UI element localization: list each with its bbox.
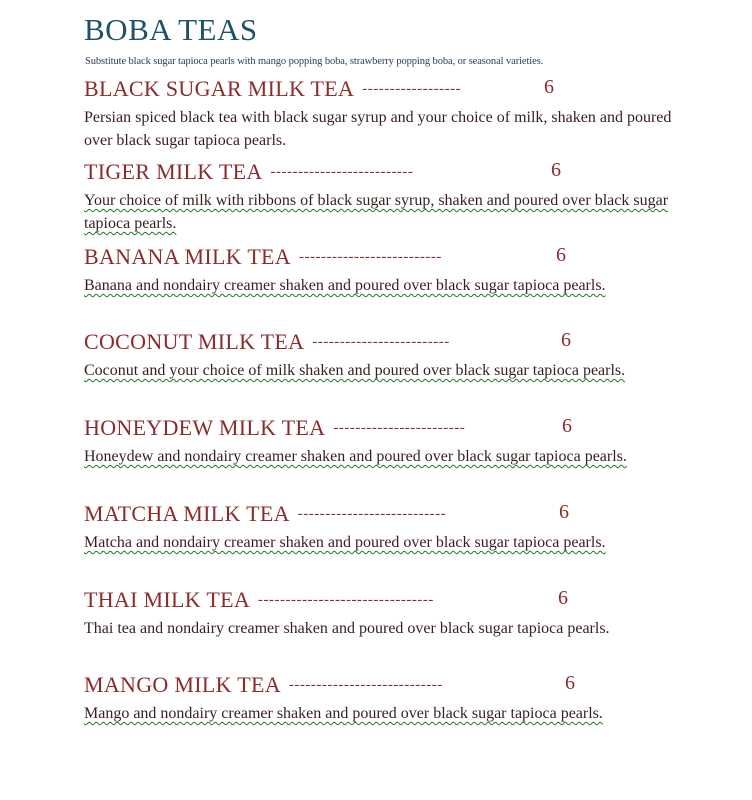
- item-description: Thai tea and nondairy creamer shaken and poured over black sugar tapioca pearls.: [84, 620, 610, 637]
- item-header: [84, 244, 684, 274]
- item-leader: ----------------------------: [288, 677, 443, 693]
- item-price: 6: [562, 415, 572, 437]
- item-description: Persian spiced black tea with black sugar syrup and your choice of milk, shaken and poured over black sugar tapioca pearls.: [84, 109, 672, 149]
- item-description: Honeydew and nondairy creamer shaken and poured over black sugar tapioca pearls.: [84, 448, 627, 465]
- item-description: Coconut and your choice of milk shaken and poured over black sugar tapioca pearls.: [84, 362, 626, 379]
- item-leader: --------------------------: [270, 164, 414, 180]
- item-price: 6: [559, 501, 569, 523]
- item-name: TIGER MILK TEA: [84, 159, 263, 184]
- menu-item-coconut-milk-tea: [84, 329, 684, 382]
- item-name: COCONUT MILK TEA: [84, 329, 305, 354]
- item-description: Mango and nondairy creamer shaken and poured over black sugar tapioca pearls.: [84, 705, 603, 722]
- item-header: [84, 329, 684, 359]
- menu-item-banana-milk-tea: [84, 244, 684, 297]
- menu-title: BOBA TEAS: [84, 12, 258, 47]
- item-header: [84, 159, 684, 189]
- item-name: MATCHA MILK TEA: [84, 501, 290, 526]
- item-header: [84, 672, 684, 702]
- item-price: 6: [558, 587, 568, 609]
- item-price: 6: [561, 329, 571, 351]
- menu-subtitle: Substitute black sugar tapioca pearls with mango popping boba, strawberry popping boba, or seasonal varieties.: [85, 56, 544, 67]
- menu-item-honeydew-milk-tea: [84, 415, 684, 468]
- item-header: [84, 501, 684, 531]
- menu-item-tiger-milk-tea: [84, 159, 684, 235]
- item-leader: --------------------------: [298, 249, 442, 265]
- item-leader: --------------------------------: [258, 592, 434, 608]
- item-price: 6: [556, 244, 566, 266]
- item-name: THAI MILK TEA: [84, 587, 251, 612]
- item-leader: -------------------------: [312, 334, 450, 350]
- item-name: BANANA MILK TEA: [84, 244, 291, 269]
- item-name: BLACK SUGAR MILK TEA: [84, 76, 355, 101]
- item-price: 6: [544, 76, 554, 98]
- item-description: Matcha and nondairy creamer shaken and poured over black sugar tapioca pearls.: [84, 534, 606, 551]
- item-leader: ---------------------------: [297, 506, 447, 522]
- item-name: HONEYDEW MILK TEA: [84, 415, 326, 440]
- menu-item-black-sugar-milk-tea: [84, 76, 684, 152]
- item-price: 6: [565, 672, 575, 694]
- item-header: [84, 587, 684, 617]
- item-header: [84, 76, 684, 106]
- menu-item-thai-milk-tea: [84, 587, 684, 640]
- item-leader: ------------------: [362, 81, 462, 97]
- item-header: [84, 415, 684, 445]
- item-description: Your choice of milk with ribbons of black sugar syrup, shaken and poured over black sugar tapioca pearls.: [84, 192, 669, 232]
- item-price: 6: [551, 159, 561, 181]
- item-description: Banana and nondairy creamer shaken and poured over black sugar tapioca pearls.: [84, 277, 606, 294]
- item-leader: ------------------------: [333, 420, 466, 436]
- item-name: MANGO MILK TEA: [84, 672, 281, 697]
- menu-item-mango-milk-tea: [84, 672, 684, 725]
- menu-item-matcha-milk-tea: [84, 501, 684, 554]
